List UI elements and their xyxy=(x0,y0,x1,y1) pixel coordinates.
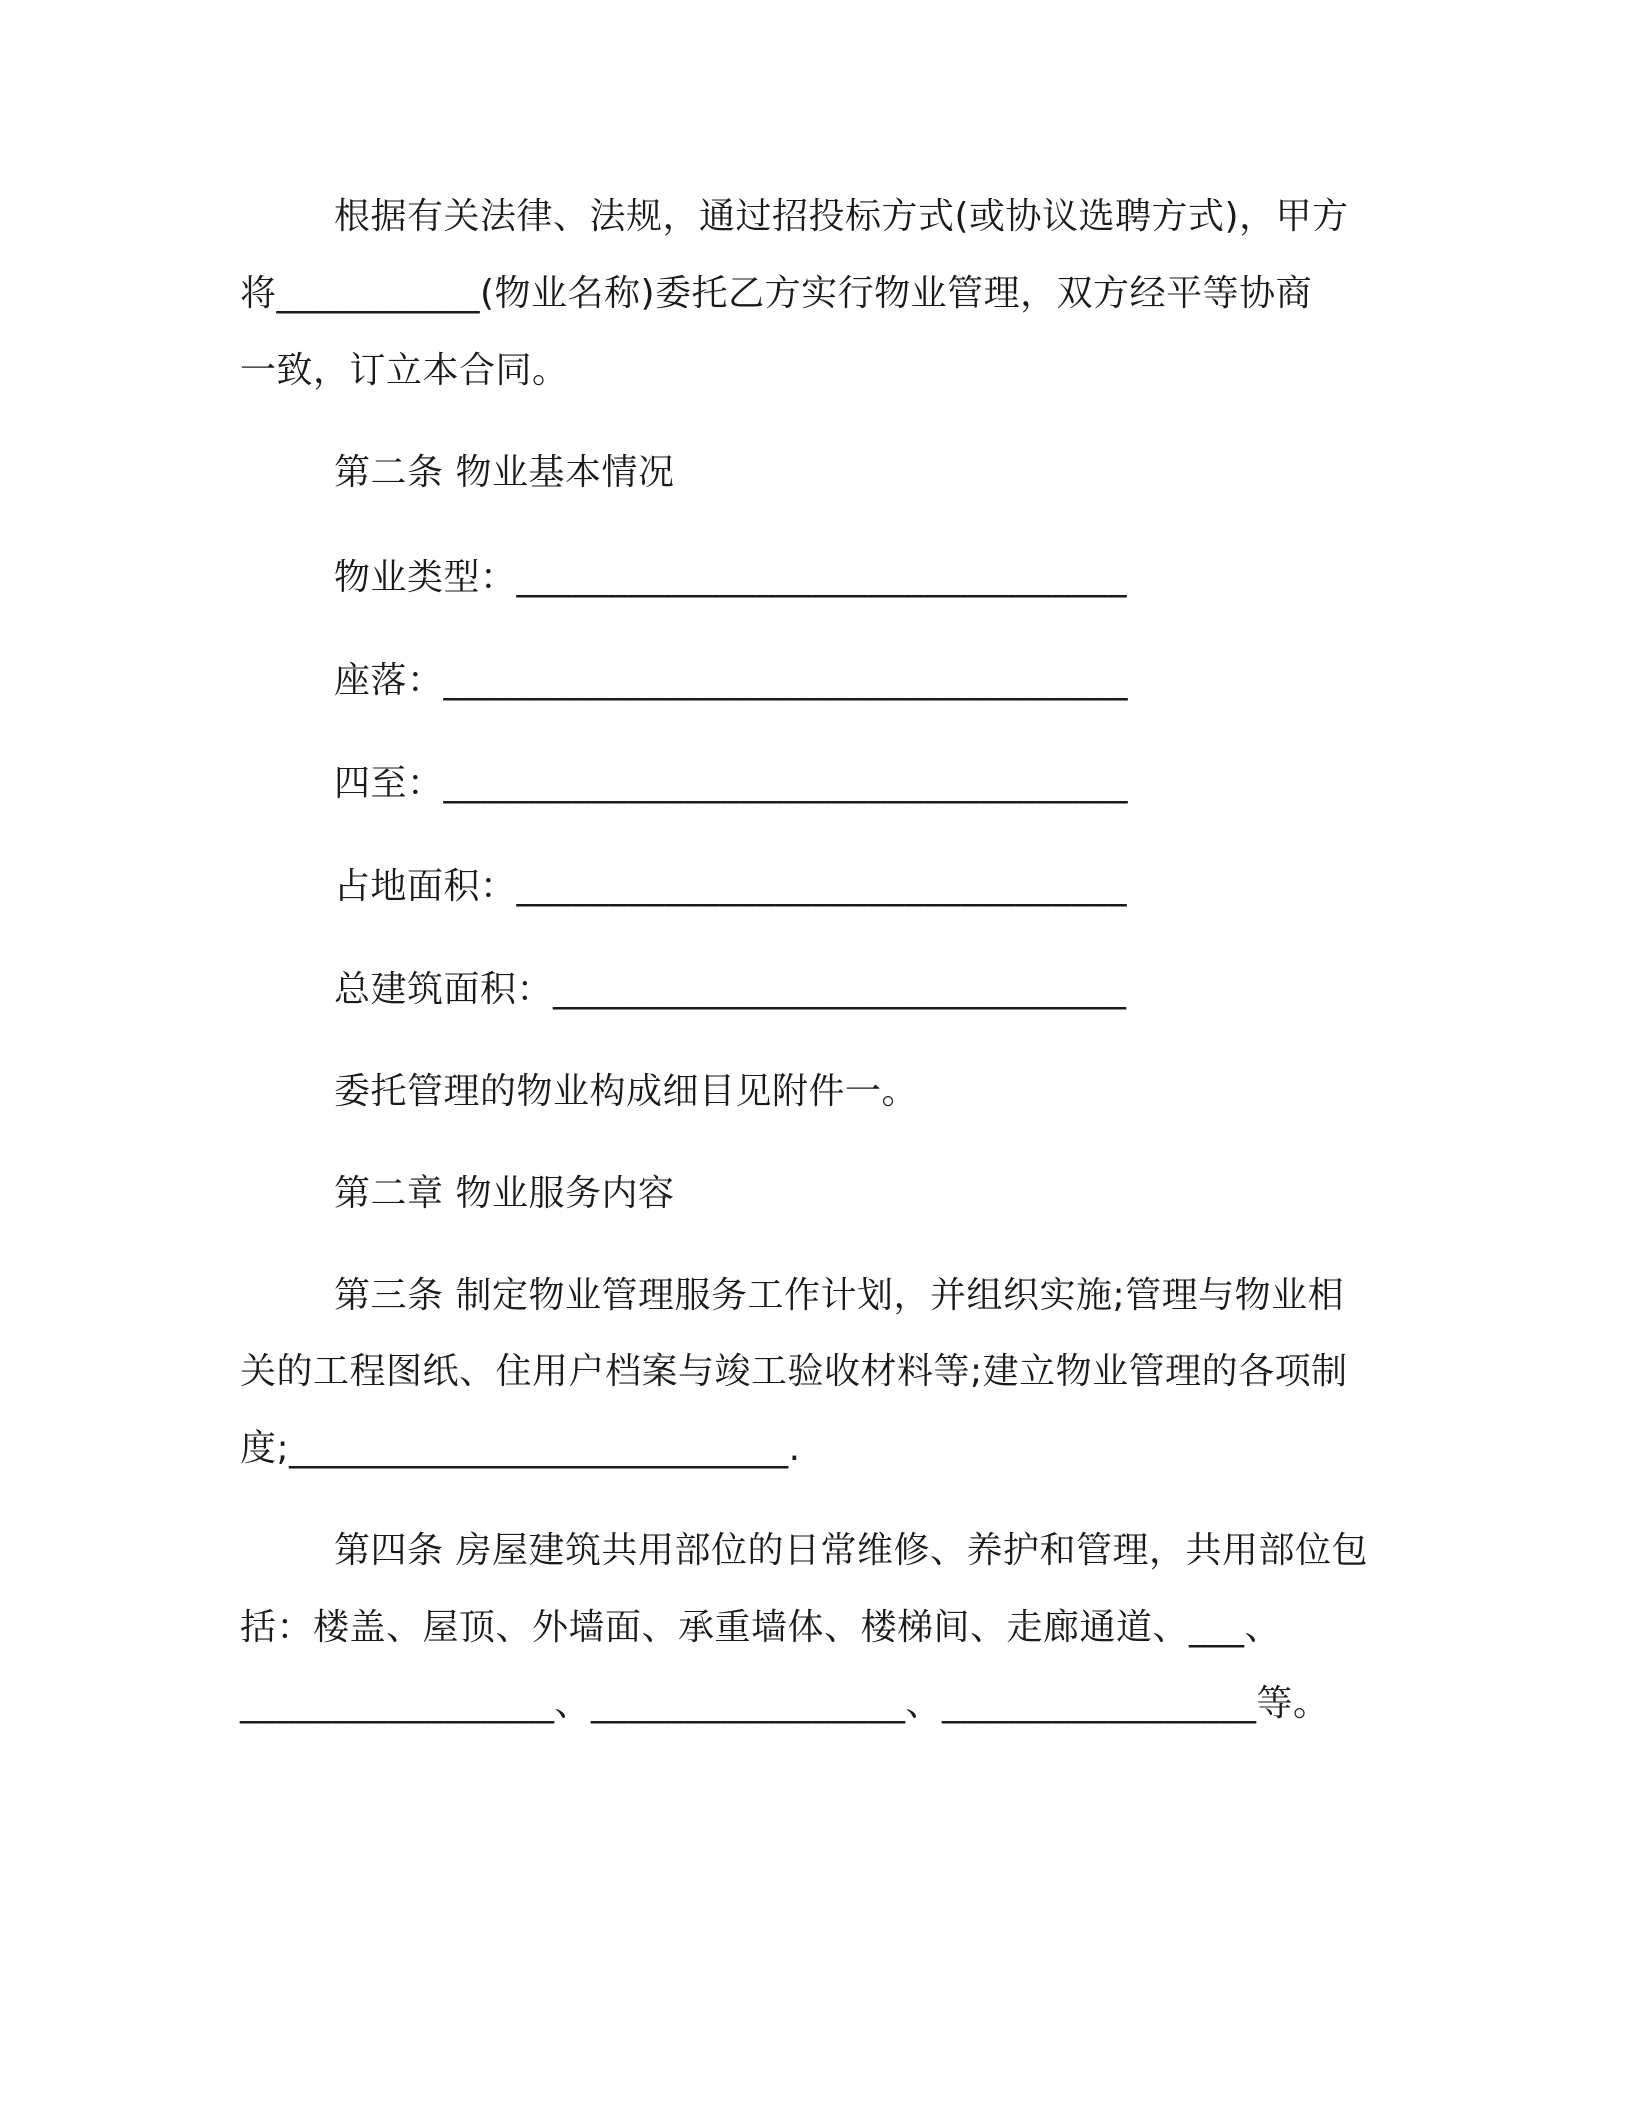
intro-line-3: 一致，订立本合同。 xyxy=(240,350,569,391)
annex-note: 委托管理的物业构成细目见附件一。 xyxy=(334,1071,919,1112)
article-2-heading: 第二条 物业基本情况 xyxy=(334,452,675,493)
intro-line-2: 将___________(物业名称)委托乙方实行物业管理，双方经平等协商 xyxy=(240,273,1313,314)
article-4-line-1: 第四条 房屋建筑共用部位的日常维修、养护和管理，共用部位包 xyxy=(334,1530,1368,1571)
intro-line-1: 根据有关法律、法规，通过招投标方式(或协议选聘方式)，甲方 xyxy=(334,196,1349,237)
boundaries-field: 四至：_____________________________________ xyxy=(334,763,1129,804)
article-3-line-2: 关的工程图纸、住用户档案与竣工验收材料等;建立物业管理的各项制 xyxy=(240,1351,1348,1392)
location-field: 座落：_____________________________________ xyxy=(334,660,1129,701)
land-area-field: 占地面积：_________________________________ xyxy=(334,866,1128,907)
property-type-field: 物业类型：_________________________________ xyxy=(334,557,1128,598)
article-4-line-3: _________________、_________________、_________________等。 xyxy=(240,1683,1330,1724)
total-floor-area-field: 总建筑面积：_______________________________ xyxy=(334,969,1127,1010)
chapter-2-heading: 第二章 物业服务内容 xyxy=(334,1173,675,1214)
article-3-line-1: 第三条 制定物业管理服务工作计划，并组织实施;管理与物业相 xyxy=(334,1275,1345,1316)
article-4-line-2: 括：楼盖、屋顶、外墙面、承重墙体、楼梯间、走廊通道、___、 xyxy=(240,1607,1282,1648)
article-3-line-3: 度;___________________________. xyxy=(240,1428,801,1469)
